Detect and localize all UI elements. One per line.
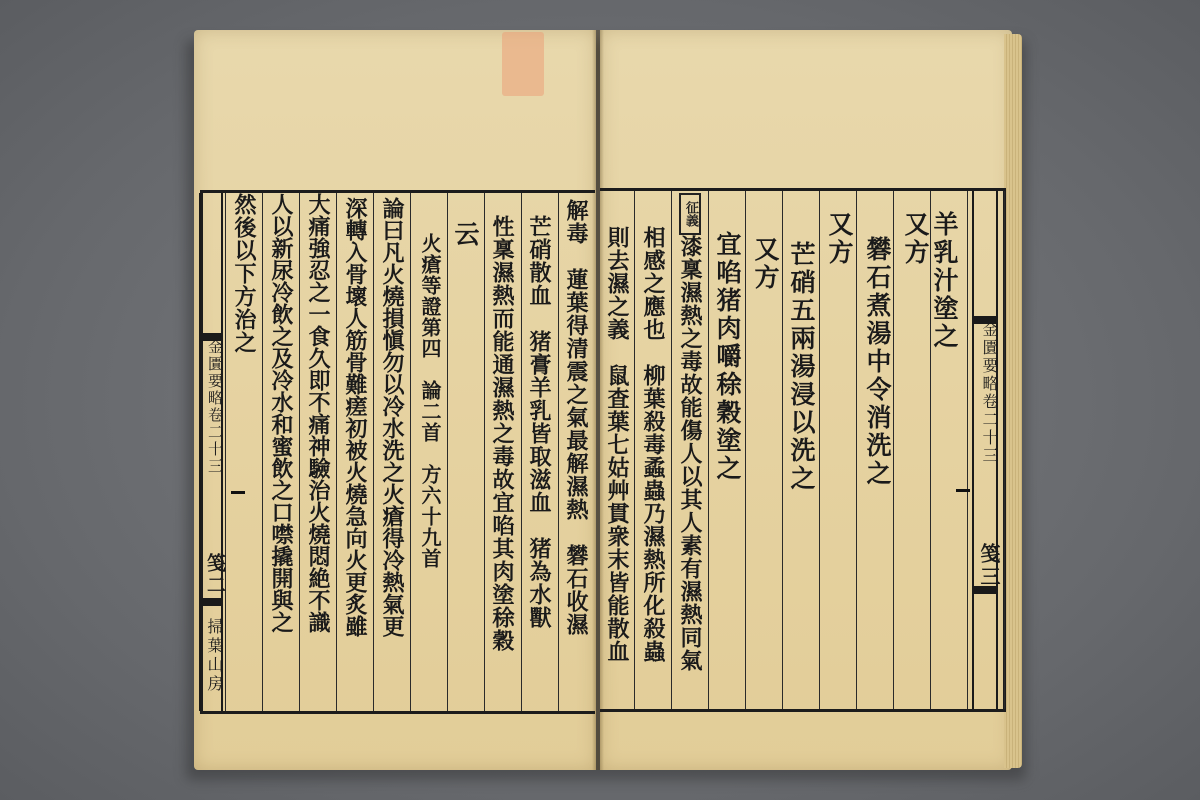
- left-col-9: 人以新尿冷飲之及冷水和蜜飲之口噤撬開與之: [268, 193, 294, 633]
- left-col-2: 芒硝散血 猪膏羊乳皆取滋血 猪為水獸: [526, 215, 552, 629]
- right-fold-glyphs: 笺三: [977, 543, 1001, 589]
- right-col-5: 芒硝五兩湯浸以洗之: [787, 241, 816, 493]
- left-col-7: 深轉入骨壞人筋骨難瘥初被火燒急向火更炙雖: [342, 197, 368, 637]
- left-col-4: 云: [451, 221, 480, 249]
- left-col-10: 然後以下方治之: [231, 193, 257, 354]
- right-col-8: 漆稟濕熱之毒故能傷人以其人素有濕熱同氣: [677, 235, 703, 672]
- right-col-7: 宜啗猪肉嚼稌穀塗之: [713, 231, 742, 483]
- right-col-3: 礬石煮湯中令消洗之: [863, 236, 892, 488]
- publisher-mark: 掃葉山房: [205, 618, 224, 694]
- left-dash-mark: [231, 491, 245, 494]
- left-fish-tail-bottom: [200, 598, 222, 606]
- right-fold-column: [972, 191, 1001, 709]
- left-fold-glyphs: 笺二: [204, 553, 226, 597]
- left-text-frame: [200, 190, 595, 714]
- left-col-5: 火瘡等證第四 論二首 方六十九首: [418, 233, 442, 569]
- page-edges: [1004, 34, 1022, 768]
- paper-stain: [502, 32, 544, 96]
- right-margin-title: 金匱要略卷二十三: [980, 321, 999, 465]
- left-col-1: 解毒 蓮葉得清震之氣最解濕熱 礬石收濕: [563, 199, 589, 636]
- left-col-6: 論曰凡火燒損愼勿以冷水洗之火瘡得冷熱氣更: [379, 197, 405, 637]
- right-col-6: 又方: [751, 236, 780, 292]
- right-col-4: 又方: [825, 211, 854, 267]
- left-margin-title: 金匱要略卷二十三: [206, 339, 224, 475]
- right-text-frame: [600, 188, 1006, 712]
- right-col-2: 又方: [901, 211, 930, 267]
- right-col-1: 羊乳汁塗之: [930, 211, 959, 351]
- left-col-3: 性稟濕熱而能通濕熱之毒故宜啗其肉塗稌穀: [489, 215, 515, 652]
- right-col-10: 則去濕之義 鼠査葉七姑艸貫衆末皆能散血: [604, 226, 630, 663]
- right-col-9: 相感之應也 柳葉殺毒蟊蟲乃濕熱所化殺蟲: [640, 226, 666, 663]
- seal-label: 征義: [679, 193, 701, 235]
- left-col-8: 大痛強忍之一食久即不痛神驗治火燒悶絶不識: [305, 193, 331, 633]
- right-dash-mark: [956, 489, 970, 492]
